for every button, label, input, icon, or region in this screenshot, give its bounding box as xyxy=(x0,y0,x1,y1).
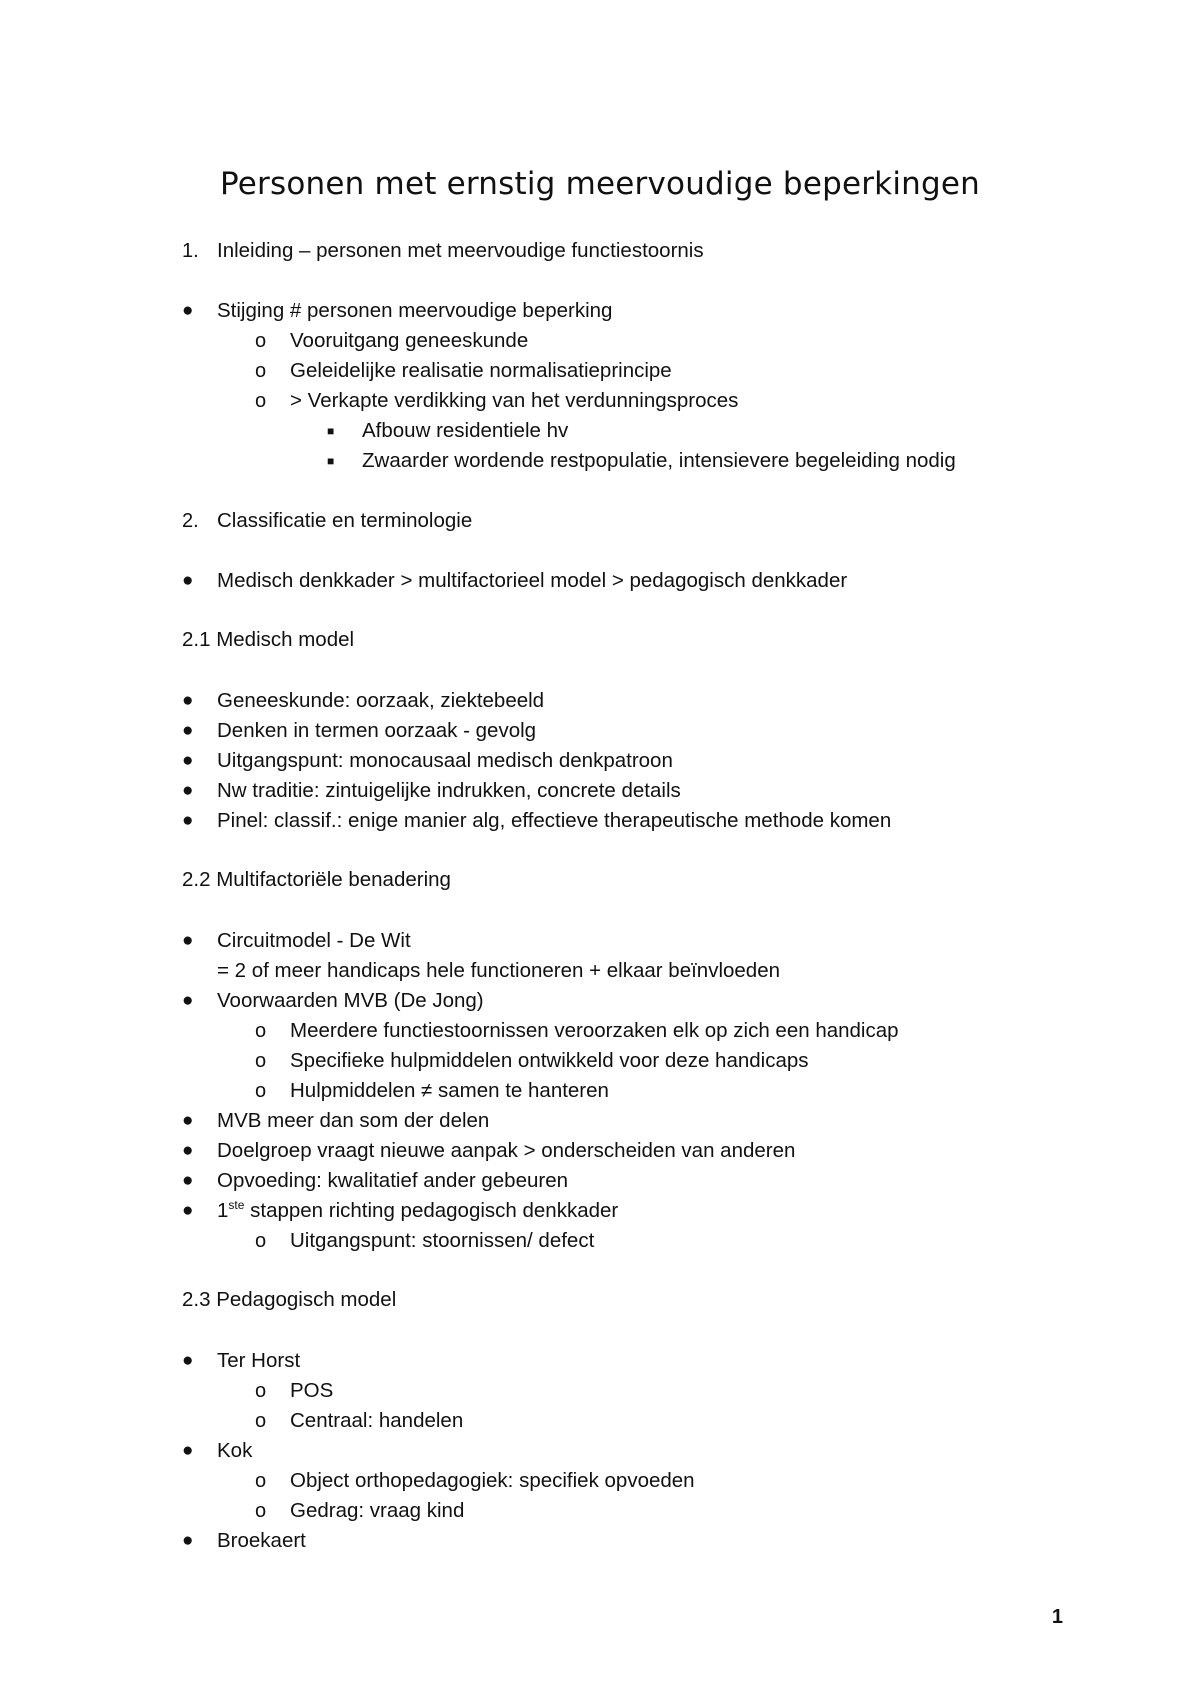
list-item-text xyxy=(217,1198,618,1224)
bullet-icon: ● xyxy=(182,1170,194,1191)
list-item-text: Ter Horst xyxy=(217,1349,301,1372)
list-item-text: Opvoeding: kwalitatief ander gebeuren xyxy=(217,1169,569,1192)
list-item-text: Centraal: handelen xyxy=(290,1409,464,1432)
circle-bullet-icon: o xyxy=(255,390,267,412)
list-item-text: Kok xyxy=(217,1439,253,1462)
bullet-icon: ● xyxy=(182,810,194,831)
circle-bullet-icon: o xyxy=(255,1230,267,1252)
circle-bullet-icon: o xyxy=(255,330,267,352)
bullet-icon: ● xyxy=(182,720,194,741)
list-item-text: Meerdere functiestoornissen veroorzaken elk op zich een handicap xyxy=(290,1019,899,1042)
circle-bullet-icon: o xyxy=(255,1020,267,1042)
document-title: Personen met ernstig meervoudige beperkingen xyxy=(220,166,980,202)
circle-bullet-icon: o xyxy=(255,1380,267,1402)
bullet-icon: ● xyxy=(182,990,194,1011)
list-item-text: Geneeskunde: oorzaak, ziektebeeld xyxy=(217,689,545,712)
circle-bullet-icon: o xyxy=(255,1050,267,1072)
bullet-icon: ● xyxy=(182,690,194,711)
list-item-text: Zwaarder wordende restpopulatie, intensievere begeleiding nodig xyxy=(362,449,956,472)
bullet-icon: ● xyxy=(182,930,194,951)
bullet-icon: ● xyxy=(182,1350,194,1371)
bullet-icon: ● xyxy=(182,1440,194,1461)
circle-bullet-icon: o xyxy=(255,1410,267,1432)
list-item-text: Stijging # personen meervoudige beperking xyxy=(217,299,613,322)
square-bullet-icon: ■ xyxy=(327,454,335,468)
list-item-text: Broekaert xyxy=(217,1529,306,1552)
subsection-heading-text: 2.2 Multifactoriële benadering xyxy=(182,868,451,891)
page-number: 1 xyxy=(1051,1606,1063,1628)
section-number: 1. xyxy=(182,240,199,262)
list-item-text: Denken in termen oorzaak - gevolg xyxy=(217,719,537,742)
list-item-text: Specifieke hulpmiddelen ontwikkeld voor deze handicaps xyxy=(290,1049,809,1072)
bullet-icon: ● xyxy=(182,1200,194,1221)
ordinal-number: 1 xyxy=(217,1199,229,1222)
square-bullet-icon: ■ xyxy=(327,424,335,438)
section-heading-text: Inleiding – personen met meervoudige functiestoornis xyxy=(217,239,704,262)
section-number: 2. xyxy=(182,510,199,532)
list-item-text-rest: stappen richting pedagogisch denkkader xyxy=(244,1199,619,1222)
list-item-text: = 2 of meer handicaps hele functioneren + elkaar beïnvloeden xyxy=(217,959,780,982)
bullet-icon: ● xyxy=(182,1140,194,1161)
list-item-text: MVB meer dan som der delen xyxy=(217,1109,490,1132)
list-item-text: Pinel: classif.: enige manier alg, effectieve therapeutische methode komen xyxy=(217,809,892,832)
list-item-text: Object orthopedagogiek: specifiek opvoeden xyxy=(290,1469,695,1492)
list-item-text: Nw traditie: zintuigelijke indrukken, concrete details xyxy=(217,779,681,802)
circle-bullet-icon: o xyxy=(255,1500,267,1522)
list-item-text: Afbouw residentiele hv xyxy=(362,419,569,442)
list-item-text: Uitgangspunt: monocausaal medisch denkpatroon xyxy=(217,749,673,772)
bullet-icon: ● xyxy=(182,1530,194,1551)
subsection-heading-text: 2.3 Pedagogisch model xyxy=(182,1288,397,1311)
circle-bullet-icon: o xyxy=(255,360,267,382)
bullet-icon: ● xyxy=(182,1110,194,1131)
list-item-text: Medisch denkkader > multifactorieel model > pedagogisch denkkader xyxy=(217,569,848,592)
subsection-heading-text: 2.1 Medisch model xyxy=(182,628,355,651)
list-item-text: Gedrag: vraag kind xyxy=(290,1499,465,1522)
bullet-icon: ● xyxy=(182,750,194,771)
circle-bullet-icon: o xyxy=(255,1470,267,1492)
section-heading-text: Classificatie en terminologie xyxy=(217,509,473,532)
circle-bullet-icon: o xyxy=(255,1080,267,1102)
ordinal-suffix: ste xyxy=(228,1198,245,1213)
list-item-text: Hulpmiddelen ≠ samen te hanteren xyxy=(290,1079,609,1102)
list-item-text: Geleidelijke realisatie normalisatieprincipe xyxy=(290,359,672,382)
bullet-icon: ● xyxy=(182,570,194,591)
bullet-icon: ● xyxy=(182,780,194,801)
list-item-text: Circuitmodel - De Wit xyxy=(217,929,411,952)
list-item-text: Doelgroep vraagt nieuwe aanpak > onderscheiden van anderen xyxy=(217,1139,796,1162)
list-item-text: Uitgangspunt: stoornissen/ defect xyxy=(290,1229,595,1252)
list-item-text: Voorwaarden MVB (De Jong) xyxy=(217,989,484,1012)
list-item-text: Vooruitgang geneeskunde xyxy=(290,329,529,352)
bullet-icon: ● xyxy=(182,300,194,321)
list-item-text: POS xyxy=(290,1379,334,1402)
list-item-text: > Verkapte verdikking van het verdunningsproces xyxy=(290,389,739,412)
